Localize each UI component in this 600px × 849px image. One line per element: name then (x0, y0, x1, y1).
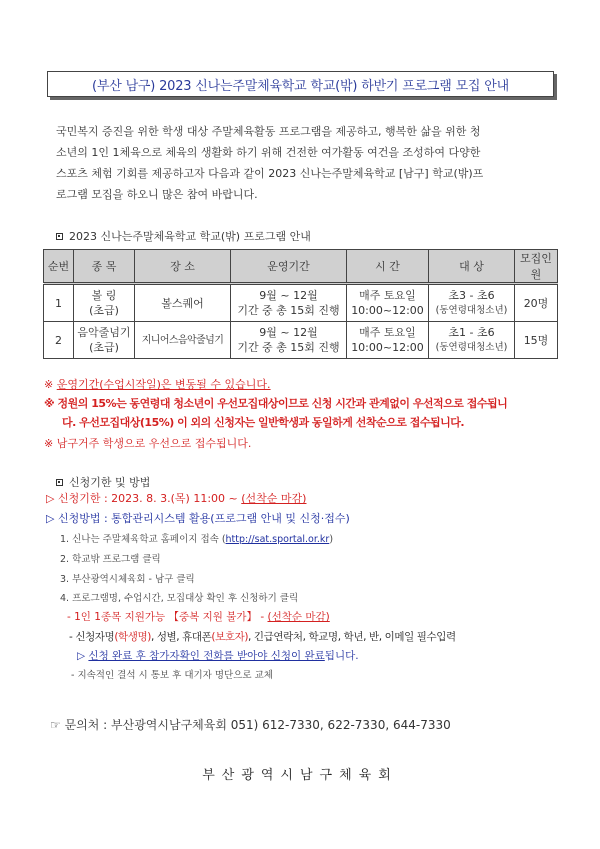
rule-highlight: (학생명) (114, 631, 151, 643)
row-target (429, 322, 515, 359)
step-item: 4. 프로그램명, 수업시간, 모집대상 확인 후 신청하기 클릭 (60, 593, 299, 604)
section-heading-text: 2023 신나는주말체육학교 학교(밖) 프로그램 안내 (69, 230, 311, 243)
step-item: 2. 학교밖 프로그램 클릭 (60, 554, 161, 565)
event-level: (초급) (89, 341, 119, 354)
square-bullet-icon (56, 233, 63, 240)
rule-text: , 성별, 휴대폰 (150, 631, 212, 643)
note-text: 다. 우선모집대상(15%) 이 외의 신청자는 일반학생과 동일하게 선착순으로 접수됩니다. (62, 416, 465, 429)
row-event (74, 284, 135, 322)
period-months: 9월 ~ 12월 (259, 326, 318, 339)
note-mark: ※ (44, 378, 54, 391)
notice-title-text: (부산 남구) 2023 신나는주말체육학교 학교(밖) 하반기 프로그램 모집 안내 (92, 78, 509, 94)
note-text: 운영기간(수업시작일)은 변동될 수 있습니다. (56, 378, 271, 391)
deadline-note: (선착순 마감) (241, 492, 307, 505)
row-no: 2 (44, 322, 74, 359)
target-grade: 초1 - 초6 (448, 326, 495, 339)
table-header-row (44, 250, 558, 284)
homepage-link[interactable]: http://sat.sportal.or.kr (225, 534, 330, 545)
intro-line: 소년의 1인 1체육으로 체육의 생활화 하기 위해 건전한 여가활동 여건을 조성하여 다양한 (56, 146, 481, 159)
col-header-period: 운영기간 (231, 250, 347, 284)
row-period (231, 284, 347, 322)
square-bullet-icon (56, 479, 63, 486)
rule-item: - 지속적인 결석 시 통보 후 대기자 명단으로 교체 (71, 670, 273, 681)
rule-text-end: 됩니다. (324, 650, 359, 662)
method-label: ▷ 신청방법 : 통합관리시스템 활용(프로그램 안내 및 신청·접수) (46, 512, 350, 525)
time-day: 매주 토요일 (359, 289, 416, 302)
section-heading-apply (56, 474, 150, 490)
organization-footer: 부산광역시남구체육회 (202, 768, 398, 783)
section-heading-text: 신청기한 및 방법 (69, 476, 151, 489)
event-name: 볼 링 (91, 289, 117, 302)
rule-note: (선착순 마감) (267, 611, 330, 623)
event-name: 음악줄넘기 (77, 326, 131, 339)
program-table (43, 249, 558, 359)
step-item (60, 531, 333, 545)
note-text: 정원의 15%는 동연령대 청소년이 우선모집대상이므로 신청 시간과 관계없이 우선적으로 접수됩니 (57, 397, 508, 410)
note-item (44, 394, 564, 413)
rule-text: - 1인 1종목 지원가능 【중복 지원 불가】 - (67, 611, 265, 623)
row-quota: 20명 (515, 284, 558, 322)
period-note: 기간 중 총 15회 진행 (237, 304, 340, 317)
period-months: 9월 ~ 12월 (259, 289, 318, 302)
contact-line: ☞ 문의처 : 부산광역시남구체육회 051) 612-7330, 622-7330, 644-7330 (50, 718, 451, 732)
arrow-icon: ▷ (77, 650, 86, 662)
rule-item (77, 648, 359, 663)
intro-line: 로그램 모집을 하오니 많은 참여 바랍니다. (56, 188, 258, 201)
col-header-place: 장 소 (135, 250, 231, 284)
col-header-time: 시 간 (347, 250, 429, 284)
note-mark: ※ (44, 397, 55, 410)
row-event (74, 322, 135, 359)
rule-highlight: (보호자) (211, 631, 249, 643)
col-header-quota: 모집인원 (515, 250, 558, 284)
row-no: 1 (44, 284, 74, 322)
row-quota: 15명 (515, 322, 558, 359)
deadline-label: ▷ 신청기한 : 2023. 8. 3.(목) 11:00 ~ (46, 492, 238, 505)
step-text-end: ) (329, 534, 334, 545)
note-text: 남구거주 학생으로 우선으로 접수됩니다. (56, 437, 252, 450)
target-note: (동연령대청소년) (435, 342, 508, 353)
row-target (429, 284, 515, 322)
row-period (231, 322, 347, 359)
col-header-event: 종 목 (74, 250, 135, 284)
table-row (44, 322, 558, 359)
note-continuation (44, 413, 564, 432)
row-time (347, 284, 429, 322)
intro-line: 스포츠 체험 기회를 제공하고자 다음과 같이 2023 신나는주말체육학교 [남구] 학교(밖)프 (56, 167, 484, 180)
rule-text: 신청 완료 후 참가자확인 전화를 받아야 신청이 완료 (88, 650, 325, 662)
intro-paragraph (56, 121, 556, 205)
row-place: 지니어스음악줄넘기 (135, 322, 231, 359)
row-time (347, 322, 429, 359)
note-item (44, 434, 564, 453)
note-item (44, 375, 564, 394)
period-note: 기간 중 총 15회 진행 (237, 341, 340, 354)
time-hours: 10:00~12:00 (351, 341, 424, 354)
rule-text: , 긴급연락처, 학교명, 학년, 반, 이메일 필수입력 (248, 631, 456, 643)
step-text: 1. 신나는 주말체육학교 홈페이지 접속 ( (60, 534, 226, 545)
col-header-no: 순번 (44, 250, 74, 284)
note-mark: ※ (44, 437, 54, 450)
event-level: (초급) (89, 304, 119, 317)
target-grade: 초3 - 초6 (448, 289, 495, 302)
row-place: 볼스퀘어 (135, 284, 231, 322)
notes-block (44, 375, 564, 453)
table-row (44, 284, 558, 322)
intro-line: 국민복지 증진을 위한 학생 대상 주말체육활동 프로그램을 제공하고, 행복한 삶을 위한 청 (56, 125, 481, 138)
time-hours: 10:00~12:00 (351, 304, 424, 317)
notice-title (47, 71, 554, 97)
rule-item (67, 609, 330, 624)
section-heading-program (56, 228, 311, 244)
deadline-line (46, 489, 306, 508)
time-day: 매주 토요일 (359, 326, 416, 339)
rule-item (69, 629, 456, 644)
col-header-target: 대 상 (429, 250, 515, 284)
step-item: 3. 부산광역시체육회 - 남구 클릭 (60, 574, 195, 585)
target-note: (동연령대청소년) (435, 305, 508, 316)
rule-text: - 신청자명 (69, 631, 115, 643)
method-line (46, 509, 350, 528)
